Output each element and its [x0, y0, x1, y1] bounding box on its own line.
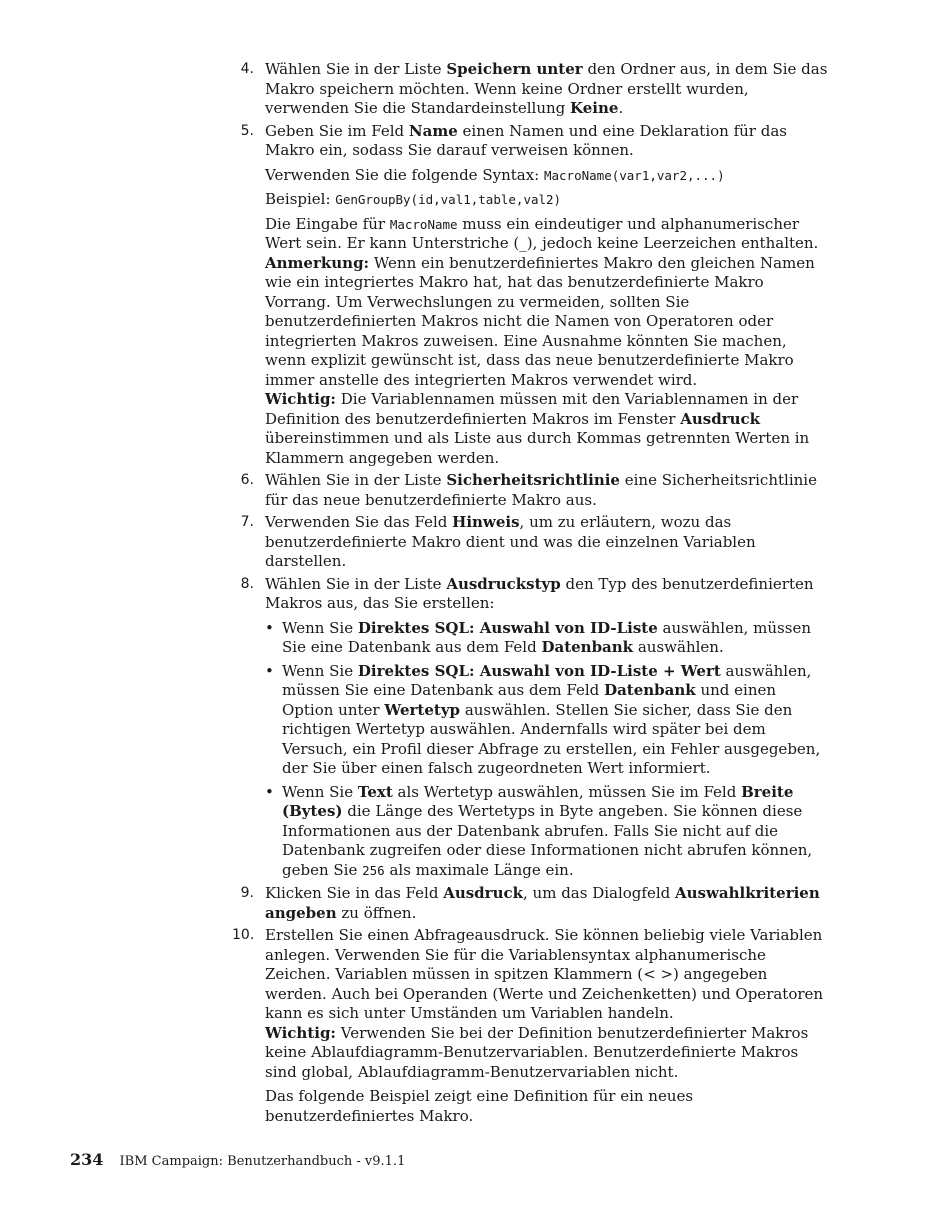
example-code: GenGroupBy(id,val1,table,val2) [335, 192, 562, 207]
step-number: 8. [240, 575, 254, 592]
list-item: • Wenn Sie Direktes SQL: Auswahl von ID-Liste auswählen, müssen Sie eine Datenbank aus dem Feld Datenbank auswählen. [265, 619, 832, 658]
expression-type-list [265, 619, 832, 881]
step-number: 6. [240, 472, 254, 488]
step-text: Wählen Sie in der Liste Ausdruckstyp den Typ des benutzerdefinierten Makros aus, das Sie erstellen: [265, 574, 814, 612]
step-text: Verwenden Sie das Feld Hinweis, um zu erläutern, wozu das benutzerdefinierte Makro dient und was die einzelnen Variablen darstellen. [265, 513, 756, 570]
step-5 [232, 122, 832, 469]
step-number: 9. [240, 885, 254, 901]
step-number: 5. [240, 122, 254, 139]
note-label: Anmerkung: [265, 253, 370, 272]
step-text: Wählen Sie in der Liste Sicherheitsrichtlinie eine Sicherheitsrichtlinie für das neue benutzerdefinierte Makro aus. [265, 471, 817, 509]
page-footer [70, 1150, 405, 1172]
step-text: Wählen Sie in der Liste Speichern unter den Ordner aus, in dem Sie das Makro speichern möchten. Wenn keine Ordner erstellt wurden, verwenden Sie die Standardeinstellung Keine. [265, 60, 828, 117]
syntax-code: MacroName(var1,var2,...) [543, 167, 725, 183]
step-7 [232, 513, 832, 572]
list-item: • Wenn Sie Direktes SQL: Auswahl von ID-Liste + Wert auswählen, müssen Sie eine Datenbank aus dem Feld Datenbank und einen Option unter Wertetyp auswählen. Stellen Sie sicher, dass Sie den richtigen Wertetyp auswählen. Andernfalls wird später bei dem Versuch, ein Profil dieser Abfrage zu erstellen, ein Fehler ausgegeben, der Sie über einen falsch zugeordneten Wert informiert. [265, 662, 832, 779]
book-title: IBM Campaign: Benutzerhandbuch - v9.1.1 [119, 1154, 406, 1169]
step-number: 7. [240, 514, 254, 530]
step-text: Erstellen Sie einen Abfrageausdruck. Sie können beliebig viele Variablen anlegen. Verwenden Sie für die Variablensyntax alphanumerische Zeichen. Variablen müssen in spitzen Klammern (< >) angegeben werden. Auch bei Operanden (Werte und Zeichenketten) und Operatoren kann es sich unter Umständen um Variablen handeln. [265, 926, 824, 1022]
syntax-line: Verwenden Sie die folgende Syntax: MacroName(var1,var2,...) [265, 165, 725, 184]
step-10 [232, 926, 832, 1126]
note-wichtig: Wichtig: Die Variablennamen müssen mit den Variablennamen in der Definition des benutzerdefinierten Makros im Fenster Ausdruck übereinstimmen und als Liste aus durch Kommas getrennten Werten in Klammern angegeben werden. [265, 390, 810, 467]
step-number: 4. [240, 61, 254, 77]
list-item: • Wenn Sie Text als Wertetyp auswählen, müssen Sie im Feld Breite (Bytes) die Länge des Wertetyps in Byte angeben. Sie können diese Informationen aus der Datenbank abrufen. Falls Sie nicht auf die Datenbank zugreifen oder diese Informationen nicht abrufen können, geben Sie 256 als maximale Länge ein. [265, 783, 832, 881]
note-anmerkung: Anmerkung: Wenn ein benutzerdefiniertes Makro den gleichen Namen wie ein integriertes Makro hat, hat das benutzerdefinierte Makro Vorrang. Um Verwechslungen zu vermeiden, sollten Sie benutzerdefinierten Makros nicht die Namen von Operatoren oder integrierten Makros zuweisen. Eine Ausnahme könnten Sie machen, wenn explizit gewünscht ist, dass das neue benutzerdefinierte Makro immer anstelle des integrierten Makros verwendet wird. [265, 253, 815, 389]
step-9 [232, 884, 832, 923]
document-page [232, 60, 832, 1129]
step-8 [232, 575, 832, 881]
procedure-steps [232, 60, 832, 1126]
step-text: Klicken Sie in das Feld Ausdruck, um das Dialogfeld Auswahlkriterien angeben zu öffnen. [265, 884, 820, 922]
step-6 [232, 471, 832, 510]
step-text: Geben Sie im Feld Name einen Namen und eine Deklaration für das Makro ein, sodass Sie darauf verweisen können. [265, 121, 787, 159]
step-4 [232, 60, 832, 119]
closing-text: Das folgende Beispiel zeigt eine Definition für ein neues benutzerdefiniertes Makro. [265, 1087, 694, 1125]
macroname-rule: Die Eingabe für MacroName muss ein eindeutiger und alphanumerischer Wert sein. Er kann Unterstriche (_), jedoch keine Leerzeichen enthalten. [265, 214, 819, 252]
page-number: 234 [70, 1150, 104, 1169]
note-label: Wichtig: [265, 1023, 336, 1042]
note-wichtig: Wichtig: Verwenden Sie bei der Definition benutzerdefinierter Makros keine Ablaufdiagramm-Benutzervariablen. Benutzerdefinierte Makros sind global, Ablaufdiagramm-Benutzervariablen nicht. [265, 1023, 809, 1081]
example-line: Beispiel: GenGroupBy(id,val1,table,val2) [265, 190, 562, 208]
note-label: Wichtig: [265, 390, 336, 408]
step-number: 10. [232, 927, 255, 943]
